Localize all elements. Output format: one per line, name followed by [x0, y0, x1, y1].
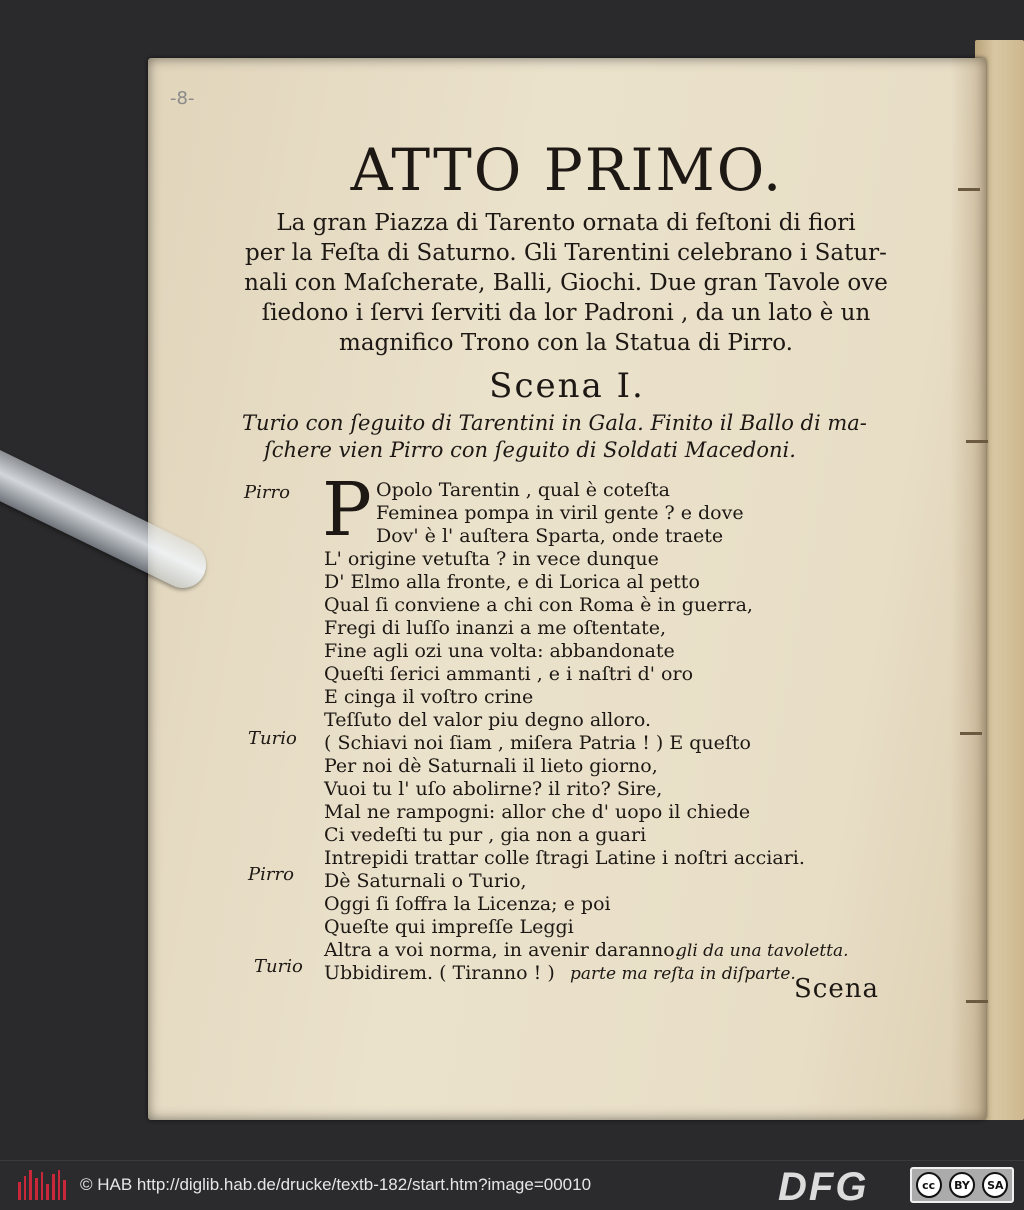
- verse-line: Fregi di luſſo inanzi a me oſtentate,: [324, 617, 667, 639]
- binding-thread: [960, 732, 982, 735]
- verse-line: Teſſuto del valor piu degno alloro.: [324, 709, 652, 731]
- verse-line: Feminea pompa in viril gente ? e dove: [376, 502, 744, 524]
- verse-line: Oggi ſi ſoffra la Licenza; e poi: [324, 893, 611, 915]
- scene-heading: Scena I.: [489, 366, 645, 406]
- catchword: Scena: [794, 974, 880, 1004]
- verse-line: L' origine vetuſta ? in vece dunque: [324, 548, 659, 570]
- binding-thread: [958, 188, 980, 191]
- setting-line: per la Feſta di Saturno. Gli Tarentini celebrano i Satur-: [245, 240, 887, 266]
- page-gutter-shadow: [950, 58, 986, 1120]
- setting-line: La gran Piazza di Tarento ornata di feſtoni di fiori: [276, 210, 856, 236]
- drop-cap: P: [322, 467, 372, 553]
- viewer-footer: [0, 1160, 1024, 1209]
- license-badge[interactable]: [910, 1167, 1014, 1203]
- hab-logo-icon: [18, 1170, 66, 1200]
- verse-line: Qual ſi conviene a chi con Roma è in guerra,: [324, 594, 753, 616]
- verse-line: Dè Saturnali o Turio,: [324, 870, 527, 892]
- stage-direction-line: ſchere vien Pirro con ſeguito di Soldati Macedoni.: [264, 438, 796, 462]
- speaker-label: Turio: [248, 728, 297, 749]
- verse-line: Dov' è l' auſtera Sparta, onde traete: [376, 525, 724, 547]
- setting-description: [236, 208, 896, 358]
- setting-line: ſiedono i ſervi ſerviti da lor Padroni , da un lato è un: [261, 300, 871, 326]
- verse-line: E cinga il voſtro crine: [324, 686, 534, 708]
- verse-line: Queſte qui impreſſe Leggi: [324, 916, 574, 938]
- setting-line: nali con Maſcherate, Balli, Giochi. Due gran Tavole ove: [244, 270, 888, 296]
- verse-line: ( Schiavi noi ſiam , miſera Patria ! ) E queſto: [324, 732, 751, 754]
- stage-aside: gli da una tavoletta.: [676, 941, 849, 961]
- verse-line: Mal ne rampogni: allor che d' uopo il chiede: [324, 801, 751, 823]
- verse-line: Vuoi tu l' uſo abolirne? il rito? Sire,: [324, 778, 663, 800]
- binding-thread: [966, 1000, 988, 1003]
- verse-line: Ubbidirem. ( Tiranno ! ): [324, 962, 555, 984]
- speaker-label: Pirro: [244, 482, 290, 503]
- verse-line: Intrepidi trattar colle ſtragi Latine i noſtri acciari.: [324, 847, 805, 869]
- speaker-label: Turio: [254, 956, 303, 977]
- verse-line: Per noi dè Saturnali il lieto giorno,: [324, 755, 658, 777]
- binding-thread: [966, 440, 988, 443]
- speaker-label: Pirro: [248, 864, 294, 885]
- verse-line: Altra a voi norma, in avenir daranno.: [324, 939, 681, 961]
- book-page: [148, 58, 986, 1120]
- verse-line: D' Elmo alla fronte, e di Lorica al petto: [324, 571, 700, 593]
- sa-icon: SA: [982, 1172, 1008, 1198]
- stage-aside: parte ma reſta in diſparte.: [570, 964, 796, 984]
- verse-line: Opolo Tarentin , qual è coteſta: [376, 479, 670, 501]
- pencil-page-note: -8-: [170, 88, 195, 109]
- verse-line: Queſti ſerici ammanti , e i naſtri d' oro: [324, 663, 694, 685]
- verse-line: Ci vedeſti tu pur , gia non a guari: [324, 824, 647, 846]
- cc-icon: cc: [916, 1172, 942, 1198]
- stage-direction-line: Turio con ſeguito di Tarentini in Gala. Finito il Ballo di ma-: [242, 411, 867, 435]
- setting-line: magnifico Trono con la Statua di Pirro.: [339, 330, 793, 356]
- copyright-link[interactable]: © HAB http://diglib.hab.de/drucke/textb-182/start.htm?image=00010: [80, 1175, 592, 1194]
- dfg-logo: DFG: [778, 1165, 869, 1209]
- verse-line: Fine agli ozi una volta: abbandonate: [324, 640, 675, 662]
- stage-direction: [242, 410, 892, 464]
- act-title: ATTO PRIMO.: [350, 136, 784, 204]
- by-icon: BY: [949, 1172, 975, 1198]
